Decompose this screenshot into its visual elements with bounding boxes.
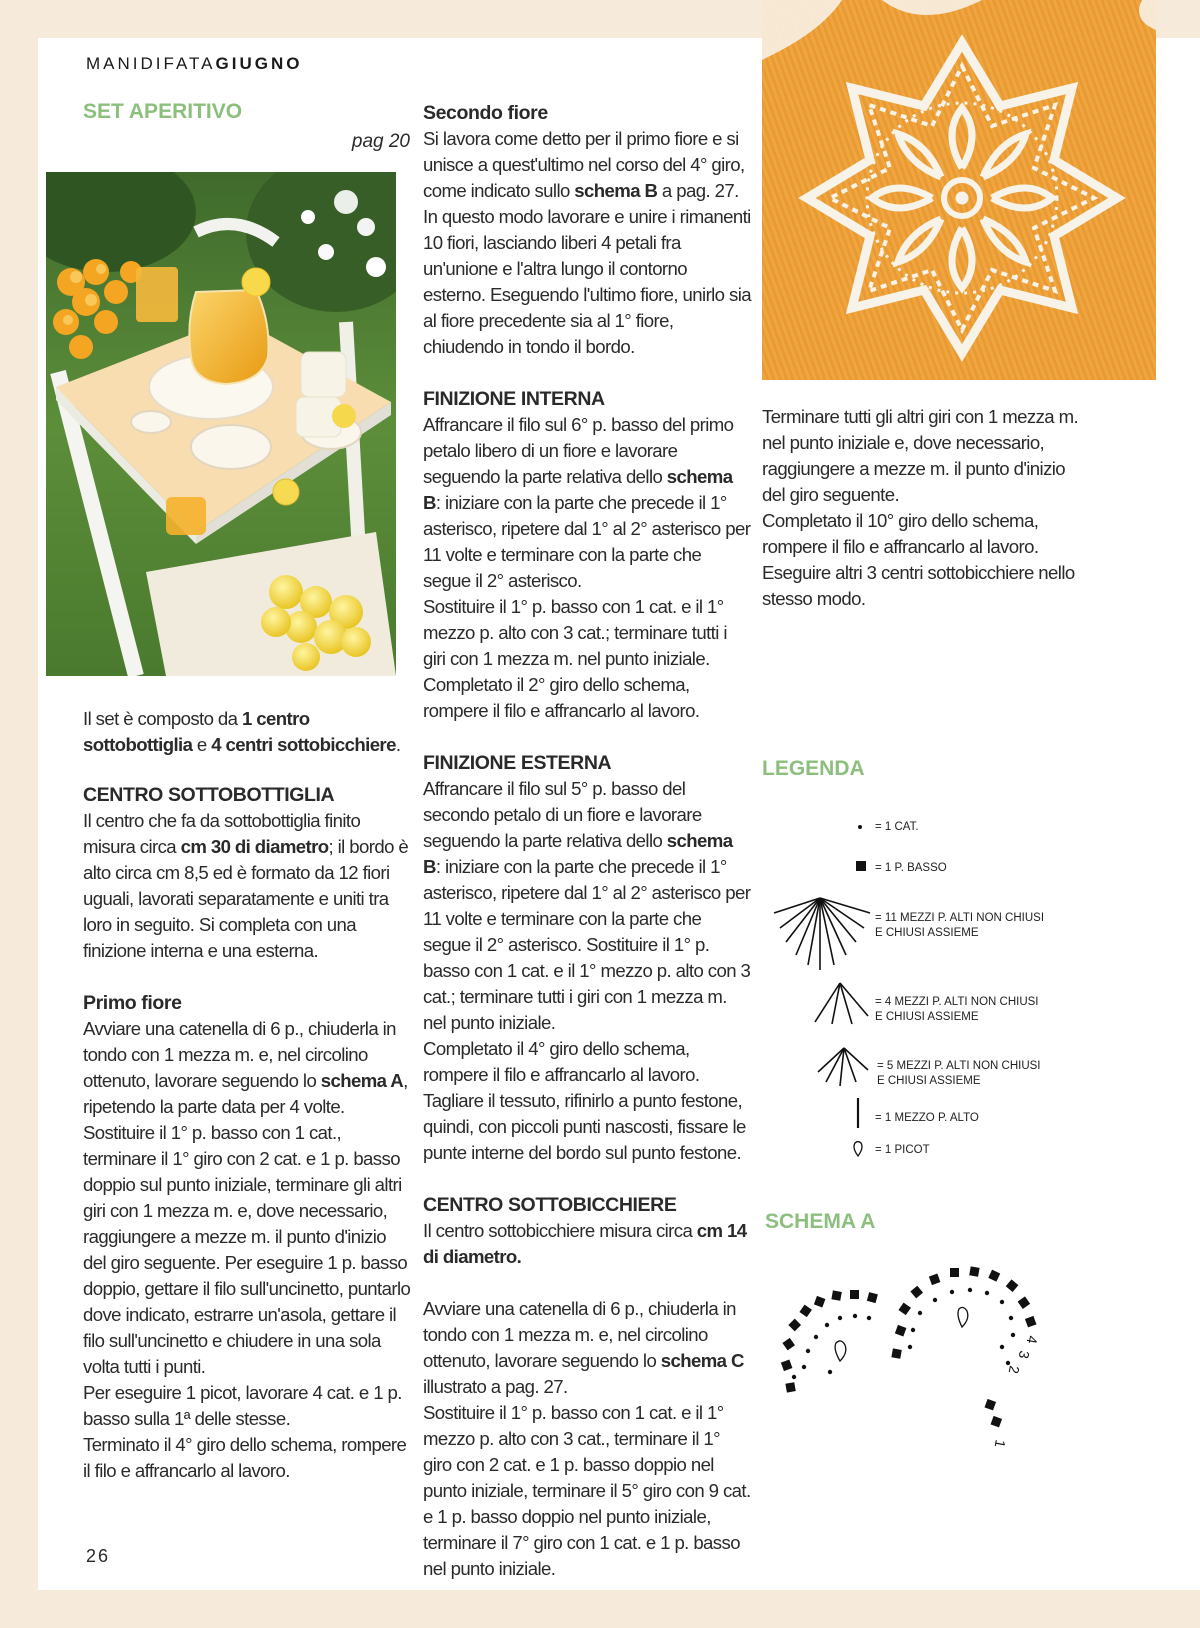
doily-photo	[762, 0, 1156, 380]
picot-text: Per eseguire 1 picot, lavorare 4 cat. e 1 p. basso sulla 1ª delle stesse.	[83, 1382, 402, 1429]
finizione-interna-text-2: Sostituire il 1° p. basso con 1 cat. e il 1° mezzo p. alto con 3 cat.; terminare tutti i giri con 1 mezza m. nel punto iniziale.	[423, 596, 727, 669]
legend-picot: = 1 PICOT	[875, 1144, 930, 1156]
round-label-2: 2	[1005, 1364, 1023, 1375]
trolley-photo	[46, 172, 396, 676]
four-hdc-symbol	[815, 983, 868, 1024]
schema-a-title: SCHEMA A	[765, 1210, 876, 1233]
centro-sottobottiglia-text: Il centro che fa da sottobottiglia finito misura circa cm 30 di diametro; il bordo è alto circa cm 8,5 ed è formato da 12 fiori uguali, lavorati separatamente e uniti tra loro in seguito. Si completa con una finizione interna e una esterna.	[83, 810, 409, 961]
primo-fiore-text: Avviare una catenella di 6 p., chiuderla in tondo con 1 mezza m. e, nel circolino ottenuto, lavorare seguendo lo schema A, ripetendo la parte data per 4 volte. Sostituire il 1° p. basso con 1 cat., terminare il 1° giro con 2 cat. e 1 p. basso doppio sul punto iniziale, terminare gli altri giri con 1 mezza m. e, dove necessario, raggiungere a mezze m. il punto d'inizio del giro seguente. Per eseguire 1 p. basso doppio, gettare il filo sull'uncinetto, puntarlo dove indicato, estrarre un'asola, gettare il filo sull'uncinetto e chiudere in una sola volta tutti i punti.	[83, 1018, 411, 1377]
running-header: MANIDIFATAGIUGNO	[86, 54, 303, 73]
intro-paragraph: Il set è composto da 1 centro sottobottiglia e 4 centri sottobicchiere.	[83, 708, 401, 755]
legend-p-basso: = 1 P. BASSO	[875, 862, 947, 874]
centro-sottobicchiere-text-3: Sostituire il 1° p. basso con 1 cat. e il 1° mezzo p. alto con 3 cat., terminare il 1° giro con 2 cat. e 1 p. basso doppio nel punto iniziale, terminare il 5° giro con 9 cat. e 1 p. basso doppio nel punto iniziale, terminare il 7° giro con 1 cat. e 1 p. basso nel punto iniziale.	[423, 1402, 751, 1579]
finizione-interna-text-3: Completato il 2° giro dello schema, rompere il filo e affrancarlo al lavoro.	[423, 674, 700, 721]
section-title: SET APERITIVO	[83, 100, 243, 123]
column-1	[83, 706, 413, 1484]
primo-fiore-end-text: Terminato il 4° giro dello schema, rompere il filo e affrancarlo al lavoro.	[83, 1434, 407, 1481]
chain-symbol	[858, 825, 862, 829]
round-label-4: 4	[1023, 1334, 1041, 1345]
heading-primo-fiore: Primo fiore	[83, 992, 182, 1014]
legend-4-mezzi: = 4 MEZZI P. ALTI NON CHIUSI E CHIUSI ASSIEME	[875, 996, 1039, 1023]
legend-5-mezzi: = 5 MEZZI P. ALTI NON CHIUSI E CHIUSI ASSIEME	[877, 1060, 1041, 1087]
centro-sottobicchiere-size: Il centro sottobicchiere misura circa cm 14 di diametro.	[423, 1220, 747, 1267]
heading-finizione-interna: FINIZIONE INTERNA	[423, 388, 605, 410]
schema-a-diagram	[770, 1255, 1070, 1455]
legend-symbols	[760, 810, 880, 1170]
page-number: 26	[86, 1546, 111, 1566]
five-hdc-symbol	[818, 1048, 868, 1086]
heading-centro-sottobicchiere: CENTRO SOTTOBICCHIERE	[423, 1194, 677, 1216]
heading-centro-sottobottiglia: CENTRO SOTTOBOTTIGLIA	[83, 784, 335, 806]
single-crochet-symbol	[856, 861, 866, 871]
centro-sottobicchiere-text-6: Eseguire altri 3 centri sottobicchiere nello stesso modo.	[762, 562, 1075, 609]
centro-sottobicchiere-text: Avviare una catenella di 6 p., chiuderla in tondo con 1 mezza m. e, nel circolino ottenuto, lavorare seguendo lo schema C illustrato a pag. 27.	[423, 1298, 744, 1397]
round-label-1: 1	[991, 1438, 1009, 1449]
centro-sottobicchiere-text-4: Terminare tutti gli altri giri con 1 mezza m. nel punto iniziale e, dove necessario, raggiungere a mezze m. il punto d'inizio del giro seguente.	[762, 406, 1079, 505]
heading-secondo-fiore: Secondo fiore	[423, 102, 548, 124]
column-2	[423, 100, 753, 1582]
page-reference: pag 20	[351, 131, 410, 152]
legenda-title: LEGENDA	[762, 757, 865, 780]
picot-symbol	[854, 1142, 862, 1157]
finizione-esterna-text: Affrancare il filo sul 5° p. basso del secondo petalo di un fiore e lavorare seguendo la parte relativa dello schema B: iniziare con la parte che precede il 1° asterisco, ripetere dal 1° al 2° asterisco per 11 volte e terminare con la parte che segue il 2° asterisco. Sostituire il 1° p. basso con 1 cat. e il 1° mezzo p. alto con 3 cat.; terminare tutti i giri con 1 mezza m. nel punto iniziale.	[423, 778, 751, 1033]
round-label-3: 3	[1015, 1349, 1033, 1360]
centro-sottobicchiere-text-5: Completato il 10° giro dello schema, rompere il filo e affrancarlo al lavoro.	[762, 510, 1039, 557]
legend-cat: = 1 CAT.	[875, 821, 919, 833]
eleven-hdc-symbol	[774, 898, 870, 970]
finizione-interna-text: Affrancare il filo sul 6° p. basso del primo petalo libero di un fiore e lavorare seguendo la parte relativa dello schema B: iniziare con la parte che precede il 1° asterisco, ripetere dal 1° al 2° asterisco per 11 volte e terminare con la parte che segue il 2° asterisco.	[423, 414, 751, 591]
legend-11-mezzi: = 11 MEZZI P. ALTI NON CHIUSI E CHIUSI ASSIEME	[875, 912, 1045, 939]
legend-mezzo-p-alto: = 1 MEZZO P. ALTO	[875, 1112, 979, 1124]
column-3	[762, 404, 1082, 612]
secondo-fiore-text: Si lavora come detto per il primo fiore e si unisce a quest'ultimo nel corso del 4° giro, come indicato sullo schema B a pag. 27. In questo modo lavorare e unire i rimanenti 10 fiori, lasciando liberi 4 petali fra un'unione e l'altra lungo il contorno esterno. Eseguendo l'ultimo fiore, unirlo sia al fiore precedente sia al 1° fiore, chiudendo in tondo il bordo.	[423, 128, 751, 357]
finizione-esterna-text-3: Tagliare il tessuto, rifinirlo a punto festone, quindi, con piccoli punti nascosti, fissare le punte interne del bordo sul punto festone.	[423, 1090, 746, 1163]
finizione-esterna-text-2: Completato il 4° giro dello schema, rompere il filo e affrancarlo al lavoro.	[423, 1038, 700, 1085]
heading-finizione-esterna: FINIZIONE ESTERNA	[423, 752, 612, 774]
